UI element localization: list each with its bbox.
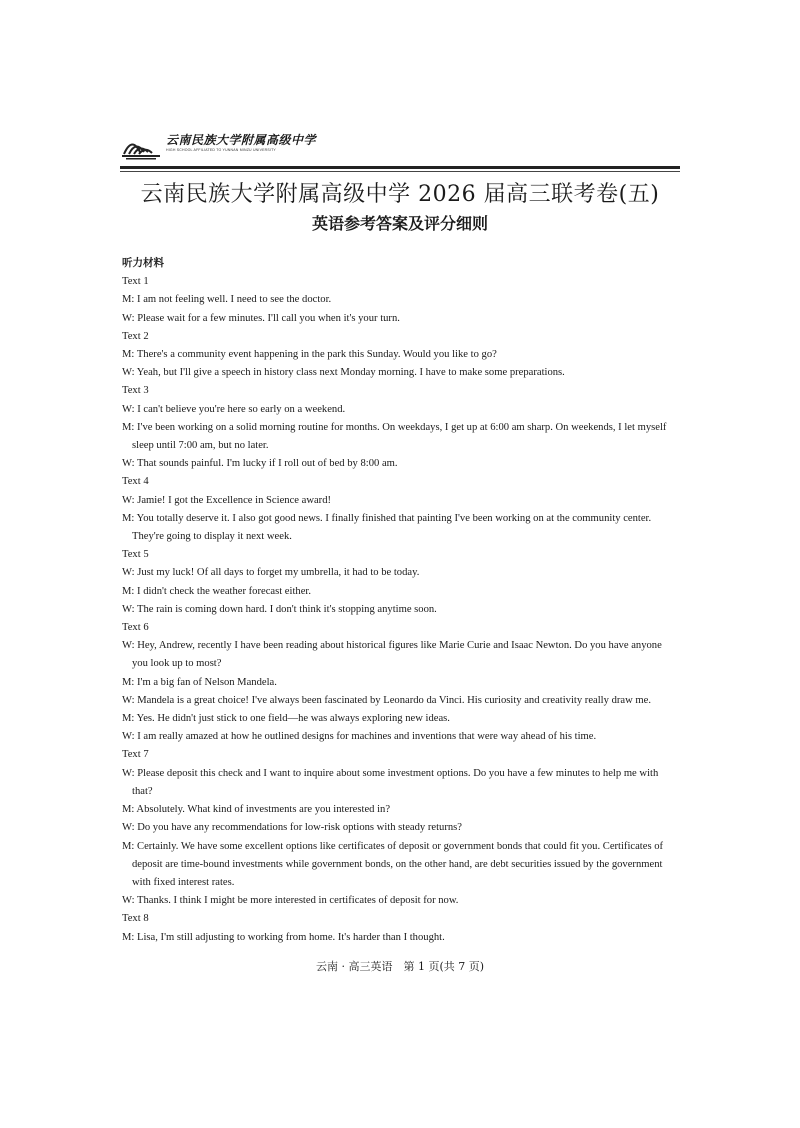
text-label: Text 8 [122,913,149,925]
school-logo [120,132,316,160]
dialogue-line: W: The rain is coming down hard. I don't think it's stopping anytime soon. [122,603,437,615]
text-label: Text 1 [122,276,149,288]
dialogue-line: M: Yes. He didn't just stick to one field—he was always exploring new ideas. [122,713,450,725]
dialogue-line: W: I can't believe you're here so early on a weekend. [122,403,346,415]
dialogue-line: W: Jamie! I got the Excellence in Science award! [122,494,332,506]
text-label: Text 3 [122,385,149,397]
dialogue-line: W: I am really amazed at how he outlined designs for machines and inventions that were way ahead of his time. [122,731,597,743]
transcript-body [122,273,680,947]
listening-transcript [122,254,680,947]
page-footer: 云南 · 高三英语 第 1 页(共 7 页) [315,960,485,973]
header-rule-thick [120,166,680,169]
header-rule-thin [120,171,680,172]
dialogue-line: W: Yeah, but I'll give a speech in history class next Monday morning. I have to make some preparations. [122,367,565,379]
dialogue-line: W: Please deposit this check and I want to inquire about some investment options. Do you have a few minutes to help me with that? [122,767,659,797]
dialogue-line: W: Just my luck! Of all days to forget my umbrella, it had to be today. [122,567,420,579]
dialogue-line: M: You totally deserve it. I also got good news. I finally finished that painting I've been working on at the community center. They're going to display it next week. [122,512,652,543]
text-label: Text 7 [122,749,149,761]
dialogue-line: W: Please wait for a few minutes. I'll call you when it's your turn. [122,312,400,324]
logo-english-text: HIGH SCHOOL AFFILIATED TO YUNNAN MINZU UNIVERSITY [166,148,276,152]
dialogue-line: W: Mandela is a great choice! I've always been fascinated by Leonardo da Vinci. His curiosity and creativity really draw me. [122,694,651,706]
text-label: Text 6 [122,622,149,634]
dialogue-line: W: Thanks. I think I might be more interested in certificates of deposit for now. [122,895,459,907]
dialogue-line: M: I didn't check the weather forecast either. [122,585,311,597]
school-emblem-icon [120,132,162,160]
dialogue-line: M: Certainly. We have some excellent options like certificates of deposit or government bonds that could fit you. Certificates of deposit are time-bound investments while government bonds, on the other hand, are debt securities issued by the government with fixed interest rates. [122,840,664,888]
page-subtitle: 英语参考答案及评分细则 [311,214,488,233]
dialogue-line: M: Lisa, I'm still adjusting to working from home. It's harder than I thought. [122,931,445,943]
dialogue-line: M: I'm a big fan of Nelson Mandela. [122,676,277,688]
logo-chinese-text: 云南民族大学附属高级中学 [166,133,317,147]
dialogue-line: W: Do you have any recommendations for low-risk options with steady returns? [122,822,462,834]
section-title: 听力材料 [122,257,164,269]
text-label: Text 2 [122,330,149,342]
text-label: Text 5 [122,549,149,561]
dialogue-line: W: That sounds painful. I'm lucky if I roll out of bed by 8:00 am. [122,458,398,470]
dialogue-line: M: Absolutely. What kind of investments are you interested in? [122,804,391,816]
dialogue-line: M: There's a community event happening in the park this Sunday. Would you like to go? [122,349,497,361]
dialogue-line: W: Hey, Andrew, recently I have been reading about historical figures like Marie Curie and Isaac Newton. Do you have anyone you look up to most? [122,640,662,670]
dialogue-line: M: I am not feeling well. I need to see the doctor. [122,294,332,306]
page-title: 云南民族大学附属高级中学 2026 届高三联考卷(五) [140,182,660,207]
text-label: Text 4 [122,476,149,488]
dialogue-line: M: I've been working on a solid morning routine for months. On weekdays, I get up at 6:00 am sharp. On weekends, I let myself sleep until 7:00 am, but no later. [122,421,667,452]
